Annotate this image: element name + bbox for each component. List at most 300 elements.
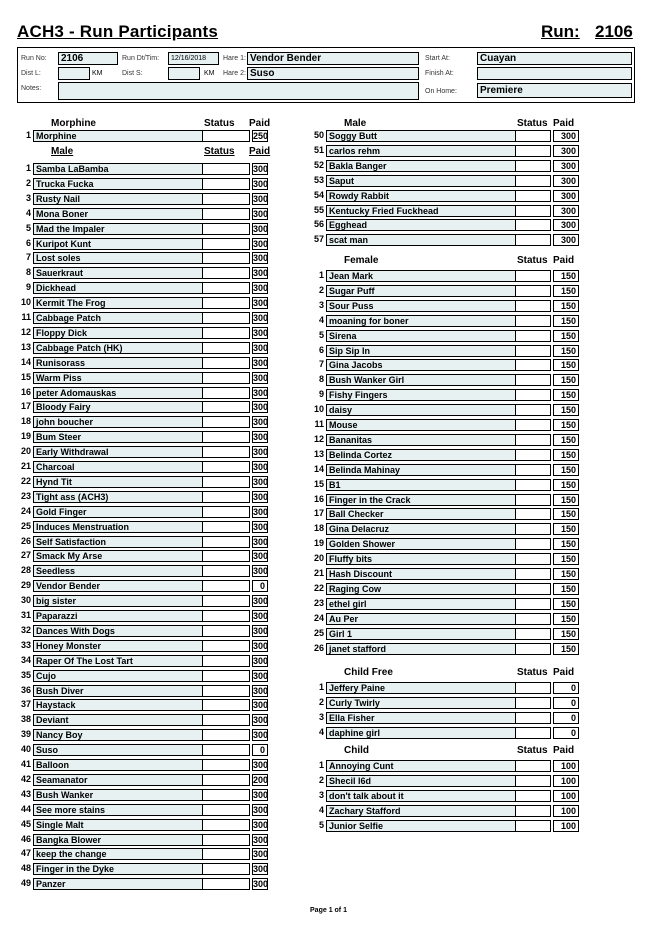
status-cell[interactable] [515,389,551,401]
paid-cell[interactable]: 150 [553,359,579,371]
paid-cell[interactable]: 100 [553,805,579,817]
status-cell[interactable] [202,178,250,190]
participant-name[interactable]: Soggy Butt [326,130,529,142]
status-cell[interactable] [515,330,551,342]
paid-cell[interactable]: 150 [553,404,579,416]
participant-name[interactable]: B1 [326,479,529,491]
participant-name[interactable]: Sauerkraut [33,267,216,279]
participant-name[interactable]: Au Per [326,613,529,625]
status-cell[interactable] [202,312,250,324]
paid-cell[interactable]: 300 [253,640,269,651]
paid-cell[interactable]: 150 [553,613,579,625]
status-cell[interactable] [202,342,250,354]
status-cell[interactable] [202,416,250,428]
participant-name[interactable]: Finger in the Crack [326,494,529,506]
row-number: 13 [313,448,324,459]
participant-name[interactable]: Dances With Dogs [33,625,216,637]
status-cell[interactable] [202,536,250,548]
hare2-field[interactable]: Suso [247,67,419,80]
paid-cell[interactable]: 300 [253,655,269,666]
paid-cell[interactable]: 300 [253,625,269,636]
row-number: 52 [313,159,324,170]
participant-name[interactable]: carlos rehm [326,145,529,157]
status-cell[interactable] [202,774,250,786]
status-cell[interactable] [202,804,250,816]
paid-cell[interactable]: 150 [553,449,579,461]
status-cell[interactable] [515,538,551,550]
participant-row [310,145,579,157]
row-number: 12 [313,433,324,444]
participant-name[interactable]: Dickhead [33,282,216,294]
participant-name[interactable]: Panzer [33,878,216,890]
paid-cell[interactable]: 150 [553,389,579,401]
paid-cell[interactable]: 250 [253,131,269,141]
paid-cell[interactable]: 300 [253,208,269,219]
participant-name[interactable]: Annoying Cunt [326,760,529,772]
status-cell[interactable] [202,729,250,741]
status-cell[interactable] [202,848,250,860]
paid-cell[interactable]: 150 [553,270,579,282]
participant-name[interactable]: Bloody Fairy [33,401,216,413]
paid-cell[interactable]: 150 [553,598,579,610]
status-cell[interactable] [515,479,551,491]
status-cell[interactable] [515,712,551,724]
paid-cell[interactable]: 300 [253,447,269,458]
paid-cell[interactable]: 300 [253,506,269,517]
paid-cell[interactable]: 300 [253,268,269,279]
paid-cell[interactable]: 300 [253,670,269,681]
status-cell[interactable] [515,190,551,202]
status-cell[interactable] [515,697,551,709]
paid-cell[interactable]: 300 [253,849,269,860]
participant-name[interactable]: Mona Boner [33,208,216,220]
status-cell[interactable] [202,130,250,142]
participant-name[interactable]: Bum Steer [33,431,216,443]
status-cell[interactable] [515,175,551,187]
paid-cell[interactable]: 150 [553,315,579,327]
paid-cell[interactable]: 200 [253,774,269,785]
participant-name[interactable]: Samba LaBamba [33,163,216,175]
paid-cell[interactable]: 100 [553,790,579,802]
participant-name[interactable]: Honey Monster [33,640,216,652]
status-cell[interactable] [202,163,250,175]
paid-cell[interactable]: 300 [253,476,269,487]
status-cell[interactable] [202,655,250,667]
status-cell[interactable] [202,223,250,235]
participant-name[interactable]: Early Withdrawal [33,446,216,458]
paid-cell[interactable]: 300 [253,789,269,800]
participant-name[interactable]: Floppy Dick [33,327,216,339]
paid-cell[interactable]: 150 [553,643,579,655]
paid-cell[interactable]: 150 [553,583,579,595]
paid-cell[interactable]: 300 [253,238,269,249]
paid-cell[interactable]: 300 [253,342,269,353]
status-cell[interactable] [202,476,250,488]
paid-cell[interactable]: 300 [253,283,269,294]
paid-cell[interactable]: 150 [553,508,579,520]
paid-cell[interactable]: 300 [253,700,269,711]
paid-cell[interactable]: 150 [553,345,579,357]
paid-cell[interactable]: 300 [253,178,269,189]
paid-cell[interactable]: 100 [553,820,579,832]
status-cell[interactable] [515,805,551,817]
paid-cell[interactable]: 150 [553,300,579,312]
participant-name[interactable]: Lost soles [33,252,216,264]
start-field[interactable]: Cuayan [477,52,632,65]
paid-cell[interactable]: 300 [253,491,269,502]
paid-cell[interactable]: 0 [553,712,579,724]
status-cell[interactable] [515,345,551,357]
paid-cell[interactable]: 300 [553,190,579,202]
run-dt-field[interactable]: 12/16/2018 [168,52,219,65]
status-cell[interactable] [202,834,250,846]
status-cell[interactable] [515,449,551,461]
paid-cell[interactable]: 300 [253,879,269,890]
participant-name[interactable]: daphine girl [326,727,529,739]
participant-name[interactable]: Gina Delacruz [326,523,529,535]
paid-cell[interactable]: 300 [253,193,269,204]
participant-name[interactable]: Paparazzi [33,610,216,622]
paid-cell[interactable]: 300 [553,130,579,142]
paid-cell[interactable]: 300 [553,205,579,217]
paid-cell[interactable]: 150 [553,628,579,640]
status-cell[interactable] [515,464,551,476]
status-cell[interactable] [202,282,250,294]
status-cell[interactable] [515,419,551,431]
paid-cell[interactable]: 150 [553,553,579,565]
status-cell[interactable] [202,297,250,309]
status-cell[interactable] [202,431,250,443]
status-cell[interactable] [515,130,551,142]
status-cell[interactable] [515,434,551,446]
paid-cell[interactable]: 300 [253,834,269,845]
participant-name[interactable]: Kentucky Fried Fuckhead [326,205,529,217]
paid-cell[interactable]: 300 [253,402,269,413]
paid-cell[interactable]: 300 [253,760,269,770]
paid-header-child: Paid [553,745,575,756]
paid-cell[interactable]: 300 [253,164,269,174]
participant-name[interactable]: Zachary Stafford [326,805,529,817]
participant-name[interactable]: Runisorass [33,357,216,369]
status-cell[interactable] [515,820,551,832]
status-cell[interactable] [202,238,250,250]
paid-cell[interactable]: 300 [253,432,269,443]
status-cell[interactable] [515,775,551,787]
paid-cell[interactable]: 150 [553,285,579,297]
status-cell[interactable] [202,610,250,622]
status-cell[interactable] [202,565,250,577]
paid-cell[interactable]: 0 [252,580,268,592]
participant-name[interactable]: Rusty Nail [33,193,216,205]
status-cell[interactable] [202,401,250,413]
participant-name[interactable]: Junior Selfie [326,820,529,832]
paid-cell[interactable]: 300 [253,715,269,726]
status-cell[interactable] [515,234,551,246]
paid-cell[interactable]: 150 [553,523,579,535]
run-no-field[interactable]: 2106 [58,52,118,65]
participant-name[interactable]: Girl 1 [326,628,529,640]
status-cell[interactable] [202,625,250,637]
status-cell[interactable] [515,219,551,231]
participant-name[interactable]: Hash Discount [326,568,529,580]
status-cell[interactable] [202,759,250,771]
status-cell[interactable] [515,523,551,535]
participant-name[interactable]: Kuripot Kunt [33,238,216,250]
paid-cell[interactable]: 300 [253,551,269,562]
participant-name[interactable]: Bananitas [326,434,529,446]
paid-cell[interactable]: 300 [253,223,269,234]
participant-name[interactable]: Mad the Impaler [33,223,216,235]
paid-cell[interactable]: 300 [253,804,269,815]
status-cell[interactable] [515,598,551,610]
status-cell[interactable] [202,387,250,399]
status-cell[interactable] [515,205,551,217]
participant-name[interactable]: moaning for boner [326,315,529,327]
participant-row [17,819,268,831]
paid-cell[interactable]: 0 [553,682,579,694]
paid-cell[interactable]: 150 [553,494,579,506]
participant-name[interactable]: Jeffery Paine [326,682,529,694]
participant-name[interactable]: Sugar Puff [326,285,529,297]
participant-name[interactable]: Bangka Blower [33,834,216,846]
participant-name[interactable]: Sour Puss [326,300,529,312]
paid-cell[interactable]: 300 [253,387,269,398]
status-cell[interactable] [202,714,250,726]
paid-cell[interactable]: 0 [553,697,579,709]
paid-cell[interactable]: 100 [553,775,579,787]
status-cell[interactable] [515,494,551,506]
participant-name[interactable]: Morphine [33,130,216,142]
participant-name[interactable]: Warm Piss [33,372,216,384]
status-cell[interactable] [202,461,250,473]
paid-cell[interactable]: 300 [253,611,269,621]
participant-name[interactable]: don't talk about it [326,790,529,802]
status-cell[interactable] [202,357,250,369]
paid-cell[interactable]: 150 [553,538,579,550]
status-cell[interactable] [202,878,250,890]
participant-name[interactable]: Fluffy bits [326,553,529,565]
status-cell[interactable] [202,252,250,264]
status-cell[interactable] [202,267,250,279]
status-cell[interactable] [515,374,551,386]
paid-cell[interactable]: 150 [553,434,579,446]
participant-name[interactable]: Cabbage Patch [33,312,216,324]
participant-name[interactable]: Belinda Cortez [326,449,529,461]
participant-name[interactable]: See more stains [33,804,216,816]
status-cell[interactable] [515,300,551,312]
status-cell[interactable] [515,145,551,157]
participant-name[interactable]: Vendor Bender [33,580,216,592]
paid-cell[interactable]: 300 [253,819,269,830]
participant-name[interactable]: Single Malt [33,819,216,831]
participant-name[interactable]: Smack My Arse [33,550,216,562]
participant-name[interactable]: Golden Shower [326,538,529,550]
participant-name[interactable]: Tight ass (ACH3) [33,491,216,503]
status-cell[interactable] [202,744,250,756]
notes-field[interactable] [58,82,419,100]
status-cell[interactable] [202,550,250,562]
paid-cell[interactable]: 150 [553,479,579,491]
participant-name[interactable]: Cujo [33,670,216,682]
row-number: 17 [313,508,324,519]
paid-cell[interactable]: 300 [253,730,269,741]
participant-name[interactable]: Saput [326,175,529,187]
paid-cell[interactable]: 300 [253,596,269,607]
participant-name[interactable]: Egghead [326,219,529,231]
paid-cell[interactable]: 300 [253,864,269,875]
participant-name[interactable]: Kermit The Frog [33,297,216,309]
participant-name[interactable]: Gina Jacobs [326,359,529,371]
participant-name[interactable]: Jean Mark [326,270,529,282]
paid-cell[interactable]: 300 [253,521,269,532]
participant-name[interactable]: Cabbage Patch (HK) [33,342,216,354]
status-cell[interactable] [515,285,551,297]
participant-name[interactable]: Charcoal [33,461,216,473]
status-cell[interactable] [202,193,250,205]
paid-cell[interactable]: 300 [253,566,269,577]
participant-name[interactable]: Haystack [33,699,216,711]
paid-cell[interactable]: 300 [553,160,579,172]
participant-row [310,523,579,535]
status-cell[interactable] [515,583,551,595]
paid-cell[interactable]: 300 [253,685,269,696]
participant-name[interactable]: Bush Wanker Girl [326,374,529,386]
onhome-field[interactable]: Premiere [477,83,632,98]
paid-cell[interactable]: 300 [253,417,269,428]
participant-name[interactable]: Bush Diver [33,685,216,697]
dist-l-field[interactable] [58,67,90,80]
paid-cell[interactable]: 150 [553,374,579,386]
participant-name[interactable]: Seamanator [33,774,216,786]
participant-name[interactable]: ethel girl [326,598,529,610]
participant-name[interactable]: Shecil l6d [326,775,529,787]
participant-name[interactable]: Suso [33,744,216,756]
status-cell[interactable] [202,372,250,384]
participant-name[interactable]: janet stafford [326,643,529,655]
participant-name[interactable]: Rowdy Rabbit [326,190,529,202]
participant-name[interactable]: Sip Sip In [326,345,529,357]
status-cell[interactable] [202,699,250,711]
participant-name[interactable]: Balloon [33,759,216,771]
participant-name[interactable]: Gold Finger [33,506,216,518]
paid-cell[interactable]: 300 [553,175,579,187]
status-cell[interactable] [202,789,250,801]
status-cell[interactable] [515,270,551,282]
participant-name[interactable]: Sirena [326,330,529,342]
participant-name[interactable]: keep the change [33,848,216,860]
participant-name[interactable]: Raper Of The Lost Tart [33,655,216,667]
status-cell[interactable] [515,568,551,580]
participant-name[interactable]: Raging Cow [326,583,529,595]
status-cell[interactable] [202,580,250,592]
status-cell[interactable] [515,628,551,640]
participant-name[interactable]: Trucka Fucka [33,178,216,190]
paid-cell[interactable]: 300 [253,298,269,309]
status-cell[interactable] [202,819,250,831]
status-cell[interactable] [202,595,250,607]
paid-cell[interactable]: 300 [553,234,579,246]
participant-name[interactable]: Finger in the Dyke [33,863,216,875]
status-cell[interactable] [515,727,551,739]
participant-name[interactable]: Self Satisfaction [33,536,216,548]
paid-cell[interactable]: 300 [253,313,269,323]
participant-name[interactable]: Mouse [326,419,529,431]
status-cell[interactable] [515,643,551,655]
paid-cell[interactable]: 150 [553,419,579,431]
status-cell[interactable] [202,506,250,518]
participant-name[interactable]: big sister [33,595,216,607]
participant-name[interactable]: Hynd Tit [33,476,216,488]
paid-cell[interactable]: 0 [553,727,579,739]
participant-name[interactable]: Bush Wanker [33,789,216,801]
participant-name[interactable]: Nancy Boy [33,729,216,741]
status-cell[interactable] [202,446,250,458]
status-cell[interactable] [515,682,551,694]
status-cell[interactable] [515,790,551,802]
status-cell[interactable] [515,760,551,772]
participant-name[interactable]: Curly Twirly [326,697,529,709]
participant-name[interactable]: Deviant [33,714,216,726]
status-cell[interactable] [202,208,250,220]
participant-name[interactable]: Bakla Banger [326,160,529,172]
participant-name[interactable]: Ball Checker [326,508,529,520]
paid-cell[interactable]: 300 [253,327,269,338]
paid-cell[interactable]: 300 [253,372,269,383]
paid-cell[interactable]: 300 [553,219,579,231]
status-cell[interactable] [202,685,250,697]
paid-cell[interactable]: 150 [553,330,579,342]
status-cell[interactable] [202,640,250,652]
paid-cell[interactable]: 150 [553,464,579,476]
participant-row [17,252,268,264]
paid-cell[interactable]: 300 [253,357,269,368]
participant-name[interactable]: Fishy Fingers [326,389,529,401]
paid-cell[interactable]: 300 [253,253,269,264]
finish-field[interactable] [477,67,632,80]
participant-name[interactable]: Seedless [33,565,216,577]
status-cell[interactable] [515,553,551,565]
participant-name[interactable]: scat man [326,234,529,246]
hare1-field[interactable]: Vendor Bender [247,52,419,65]
status-cell[interactable] [202,491,250,503]
participant-name[interactable]: Induces Menstruation [33,521,216,533]
status-cell[interactable] [515,315,551,327]
status-cell[interactable] [202,670,250,682]
participant-name[interactable]: daisy [326,404,529,416]
status-cell[interactable] [202,863,250,875]
participant-name[interactable]: Belinda Mahinay [326,464,529,476]
status-cell[interactable] [202,327,250,339]
participant-name[interactable]: Ella Fisher [326,712,529,724]
row-number: 24 [313,612,324,623]
dist-s-field[interactable] [168,67,200,80]
status-cell[interactable] [515,508,551,520]
paid-cell[interactable]: 300 [253,536,269,547]
paid-cell[interactable]: 300 [253,462,269,472]
paid-cell[interactable]: 150 [553,568,579,580]
status-cell[interactable] [202,521,250,533]
participant-name[interactable]: peter Adomauskas [33,387,216,399]
participant-name[interactable]: john boucher [33,416,216,428]
status-cell[interactable] [515,160,551,172]
participant-row [17,387,268,399]
status-cell[interactable] [515,359,551,371]
paid-cell[interactable]: 300 [553,145,579,157]
paid-cell[interactable]: 100 [553,760,579,772]
status-cell[interactable] [515,613,551,625]
status-cell[interactable] [515,404,551,416]
paid-cell[interactable]: 0 [252,744,268,756]
